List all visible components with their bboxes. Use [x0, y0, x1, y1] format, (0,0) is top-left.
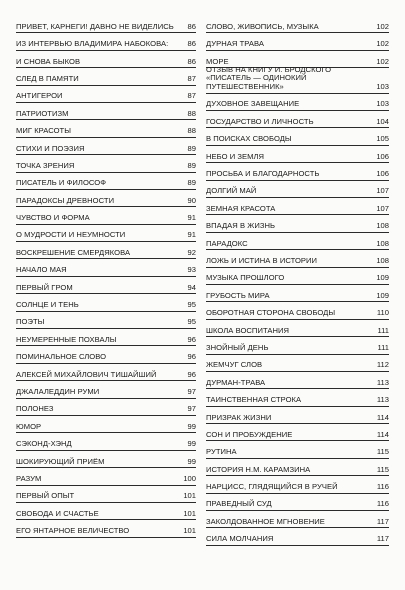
toc-entry	[16, 520, 196, 537]
toc-entry-page-number: 104	[376, 116, 389, 126]
toc-entry-title: АНТИГЕРОИ	[16, 91, 63, 101]
toc-entry-title: ЮМОР	[16, 421, 42, 431]
toc-entry-title: НАЧАЛО МАЯ	[16, 265, 67, 275]
toc-entry-title: ЧУВСТВО И ФОРМА	[16, 213, 90, 223]
toc-entry-page-number: 99	[187, 421, 196, 431]
toc-entry	[206, 407, 389, 424]
toc-entry-title: ОТЗЫВ НА КНИГУ И. БРОДСКОГО «ПИСАТЕЛЬ — ОДИНОКИЙ ПУТЕШЕСТВЕННИК»	[206, 64, 332, 92]
toc-entry-page-number: 90	[187, 195, 196, 205]
toc-entry	[16, 242, 196, 259]
toc-entry	[206, 424, 389, 441]
toc-entry-title: ЕГО ЯНТАРНОЕ ВЕЛИЧЕСТВО	[16, 526, 130, 536]
toc-entry	[206, 355, 389, 372]
toc-entry	[206, 128, 389, 145]
toc-entry-page-number: 112	[376, 360, 389, 370]
toc-entry-title: ОБОРОТНАЯ СТОРОНА СВОБОДЫ	[206, 308, 336, 318]
toc-entry-page-number: 101	[183, 526, 196, 536]
toc-entry-title: МУЗЫКА ПРОШЛОГО	[206, 273, 285, 283]
toc-entry-page-number: 107	[376, 203, 389, 213]
toc-entry-page-number: 102	[376, 21, 389, 31]
toc-entry-title: СЛЕД В ПАМЯТИ	[16, 73, 79, 83]
toc-entry-title: ДУХОВНОЕ ЗАВЕЩАНИЕ	[206, 99, 300, 109]
toc-entry-title: ГОСУДАРСТВО И ЛИЧНОСТЬ	[206, 116, 314, 126]
toc-entry-page-number: 106	[376, 151, 389, 161]
toc-entry-page-number: 99	[187, 439, 196, 449]
toc-entry	[16, 225, 196, 242]
toc-entry-title: ПРИВЕТ, КАРНЕГИ! ДАВНО НЕ ВИДЕЛИСЬ	[16, 21, 174, 31]
toc-entry-page-number: 108	[376, 255, 389, 265]
toc-entry-title: НЕБО И ЗЕМЛЯ	[206, 151, 265, 161]
toc-entry	[16, 433, 196, 450]
toc-entry	[206, 476, 389, 493]
toc-entry-page-number: 88	[187, 126, 196, 136]
toc-entry-title: ПАТРИОТИЗМ	[16, 108, 69, 118]
toc-entry-title: ПОЭТЫ	[16, 317, 45, 327]
toc-entry	[206, 372, 389, 389]
toc-entry	[16, 120, 196, 137]
toc-entry-page-number: 116	[376, 482, 389, 492]
toc-entry-title: СОН И ПРОБУЖДЕНИЕ	[206, 429, 293, 439]
toc-entry-page-number: 97	[187, 404, 196, 414]
toc-entry-title: ПОЛОНЕЗ	[16, 404, 54, 414]
toc-entry	[16, 51, 196, 68]
toc-entry-title: ДОЛГИЙ МАЙ	[206, 186, 257, 196]
toc-entry	[206, 94, 389, 111]
toc-entry-page-number: 109	[376, 273, 389, 283]
toc-entry-page-number: 100	[183, 473, 196, 483]
toc-entry	[206, 528, 389, 545]
toc-entry-title: ПРОСЬБА И БЛАГОДАРНОСТЬ	[206, 169, 320, 179]
toc-entry-page-number: 108	[376, 238, 389, 248]
toc-entry-page-number: 88	[187, 108, 196, 118]
toc-entry	[16, 277, 196, 294]
toc-entry-title: ВПАДАЯ В ЖИЗНЬ	[206, 221, 276, 231]
toc-entry-title: ТАИНСТВЕННАЯ СТРОКА	[206, 395, 302, 405]
toc-entry	[16, 399, 196, 416]
toc-entry-title: ЗЕМНАЯ КРАСОТА	[206, 203, 276, 213]
toc-entry	[16, 503, 196, 520]
toc-entry-page-number: 101	[183, 508, 196, 518]
toc-entry	[206, 302, 389, 319]
toc-entry	[16, 381, 196, 398]
toc-entry	[16, 468, 196, 485]
toc-entry-title: ПЕРВЫЙ ГРОМ	[16, 282, 73, 292]
toc-entry	[16, 86, 196, 103]
toc-entry-title: ТОЧКА ЗРЕНИЯ	[16, 160, 75, 170]
toc-entry-title: ПИСАТЕЛЬ И ФИЛОСОФ	[16, 178, 107, 188]
toc-entry-page-number: 102	[376, 56, 389, 66]
toc-entry	[206, 64, 389, 94]
toc-entry-title: СЛОВО, ЖИВОПИСЬ, МУЗЫКА	[206, 21, 319, 31]
toc-entry	[16, 486, 196, 503]
toc-entry-title: ПАРАДОКС	[206, 238, 248, 248]
toc-entry	[16, 312, 196, 329]
toc-entry	[16, 138, 196, 155]
toc-entry-page-number: 114	[376, 412, 389, 422]
toc-entry	[206, 233, 389, 250]
toc-entry-page-number: 86	[187, 39, 196, 49]
toc-entry-title: МИГ КРАСОТЫ	[16, 126, 72, 136]
toc-entry	[16, 103, 196, 120]
toc-entry	[16, 33, 196, 50]
toc-entry	[206, 215, 389, 232]
toc-entry	[16, 207, 196, 224]
toc-entry	[16, 451, 196, 468]
toc-entry	[206, 285, 389, 302]
toc-entry-page-number: 86	[187, 56, 196, 66]
toc-left-column	[16, 16, 196, 538]
toc-entry-page-number: 91	[187, 230, 196, 240]
toc-entry-page-number: 86	[187, 21, 196, 31]
toc-entry-title: ИЗ ИНТЕРВЬЮ ВЛАДИМИРА НАБОКОВА:	[16, 39, 169, 49]
toc-entry-page-number: 107	[376, 186, 389, 196]
toc-entry-title: ИСТОРИЯ Н.М. КАРАМЗИНА	[206, 464, 311, 474]
toc-entry	[16, 329, 196, 346]
toc-entry-title: ВОСКРЕШЕНИЕ СМЕРДЯКОВА	[16, 247, 131, 257]
toc-entry-page-number: 103	[376, 82, 389, 92]
toc-entry-page-number: 103	[376, 99, 389, 109]
toc-entry	[206, 441, 389, 458]
toc-entry-page-number: 105	[376, 134, 389, 144]
toc-entry	[206, 494, 389, 511]
toc-entry-page-number: 89	[187, 178, 196, 188]
toc-entry-page-number: 113	[376, 377, 389, 387]
toc-entry-page-number: 95	[187, 300, 196, 310]
toc-entry-title: СВОБОДА И СЧАСТЬЕ	[16, 508, 99, 518]
toc-entry	[16, 68, 196, 85]
toc-entry-page-number: 93	[187, 265, 196, 275]
toc-entry	[16, 416, 196, 433]
toc-entry-title: РУТИНА	[206, 447, 237, 457]
toc-entry-page-number: 97	[187, 387, 196, 396]
toc-entry-title: ПРИЗРАК ЖИЗНИ	[206, 412, 272, 422]
toc-entry-page-number: 95	[187, 317, 196, 327]
toc-entry	[206, 459, 389, 476]
toc-entry	[206, 146, 389, 163]
toc-entry-title: ШКОЛА ВОСПИТАНИЯ	[206, 325, 290, 335]
toc-entry	[206, 320, 389, 337]
toc-entry	[206, 268, 389, 285]
toc-entry-title: ДУРНАЯ ТРАВА	[206, 39, 264, 49]
toc-entry	[206, 111, 389, 128]
toc-right-column	[206, 16, 389, 546]
toc-entry	[206, 389, 389, 406]
toc-entry-title: СОЛНЦЕ И ТЕНЬ	[16, 300, 79, 310]
toc-entry-page-number: 101	[183, 491, 196, 501]
toc-entry-title: О МУДРОСТИ И НЕУМНОСТИ	[16, 230, 126, 240]
toc-entry-page-number: 108	[376, 221, 389, 231]
toc-entry	[16, 16, 196, 33]
toc-entry-page-number: 94	[187, 282, 196, 292]
toc-entry	[206, 163, 389, 180]
toc-entry-title: ЗНОЙНЫЙ ДЕНЬ	[206, 342, 269, 352]
toc-entry-title: РАЗУМ	[16, 473, 42, 483]
toc-entry	[206, 511, 389, 528]
toc-entry-page-number: 109	[376, 290, 389, 300]
toc-entry	[206, 16, 389, 33]
toc-entry-title: МОРЕ	[206, 56, 229, 66]
toc-entry-title: ДЖАЛАЛЕДДИН РУМИ	[16, 387, 100, 396]
toc-entry-title: АЛЕКСЕЙ МИХАЙЛОВИЧ ТИШАЙШИЙ	[16, 369, 157, 379]
toc-entry-page-number: 87	[187, 91, 196, 101]
toc-entry-page-number: 117	[376, 516, 389, 526]
toc-entry-page-number: 96	[187, 334, 196, 344]
toc-entry	[16, 173, 196, 190]
toc-entry-page-number: 87	[187, 73, 196, 83]
toc-entry-title: СЭКОНД-ХЭНД	[16, 439, 72, 449]
toc-entry-title: ДУРМАН-ТРАВА	[206, 377, 266, 387]
toc-entry-page-number: 106	[376, 169, 389, 179]
toc-entry-title: ПЕРВЫЙ ОПЫТ	[16, 491, 75, 501]
toc-entry	[16, 259, 196, 276]
toc-entry-title: ЛОЖЬ И ИСТИНА В ИСТОРИИ	[206, 255, 318, 265]
toc-entry-page-number: 92	[187, 247, 196, 257]
toc-entry-title: ЗАКОЛДОВАННОЕ МГНОВЕНИЕ	[206, 516, 325, 526]
toc-entry-title: В ПОИСКАХ СВОБОДЫ	[206, 134, 292, 144]
toc-entry-page-number: 110	[376, 308, 389, 318]
toc-entry-page-number: 102	[376, 39, 389, 49]
toc-entry	[16, 190, 196, 207]
toc-entry-title: ПОМИНАЛЬНОЕ СЛОВО	[16, 352, 107, 362]
toc-entry	[206, 250, 389, 267]
toc-entry-page-number: 91	[187, 213, 196, 223]
toc-entry	[206, 337, 389, 354]
toc-entry-page-number: 99	[187, 456, 196, 466]
toc-entry-title: И СНОВА БЫКОВ	[16, 56, 81, 66]
toc-entry	[206, 198, 389, 215]
toc-entry	[16, 346, 196, 363]
toc-entry-title: НЕУМЕРЕННЫЕ ПОХВАЛЫ	[16, 334, 117, 344]
toc-entry-page-number: 111	[377, 325, 389, 335]
toc-entry-page-number: 96	[187, 352, 196, 362]
toc-entry	[16, 155, 196, 172]
toc-entry-page-number: 115	[376, 447, 389, 457]
toc-entry-title: ЖЕМЧУГ СЛОВ	[206, 360, 263, 370]
toc-entry-page-number: 115	[376, 464, 389, 474]
toc-entry-title: СИЛА МОЛЧАНИЯ	[206, 534, 274, 544]
toc-entry-page-number: 96	[187, 369, 196, 379]
toc-entry-page-number: 89	[187, 143, 196, 153]
toc-entry	[16, 364, 196, 381]
toc-entry-page-number: 111	[377, 342, 389, 352]
toc-entry-title: ПАРАДОКСЫ ДРЕВНОСТИ	[16, 195, 115, 205]
toc-entry-page-number: 116	[376, 499, 389, 509]
toc-entry-page-number: 113	[376, 395, 389, 405]
toc-entry	[206, 181, 389, 198]
toc-entry-page-number: 114	[376, 429, 389, 439]
toc-entry	[16, 294, 196, 311]
toc-entry-title: НАРЦИСС, ГЛЯДЯЩИЙСЯ В РУЧЕЙ	[206, 482, 338, 492]
toc-entry-title: ГРУБОСТЬ МИРА	[206, 290, 270, 300]
toc-entry-title: ШОКИРУЮЩИЙ ПРИЁМ	[16, 456, 105, 466]
toc-entry	[206, 33, 389, 50]
toc-entry-page-number: 89	[187, 160, 196, 170]
toc-entry-title: ПРАВЕДНЫЙ СУД	[206, 499, 272, 509]
toc-entry-page-number: 117	[376, 534, 389, 544]
toc-entry-title: СТИХИ И ПОЭЗИЯ	[16, 143, 85, 153]
